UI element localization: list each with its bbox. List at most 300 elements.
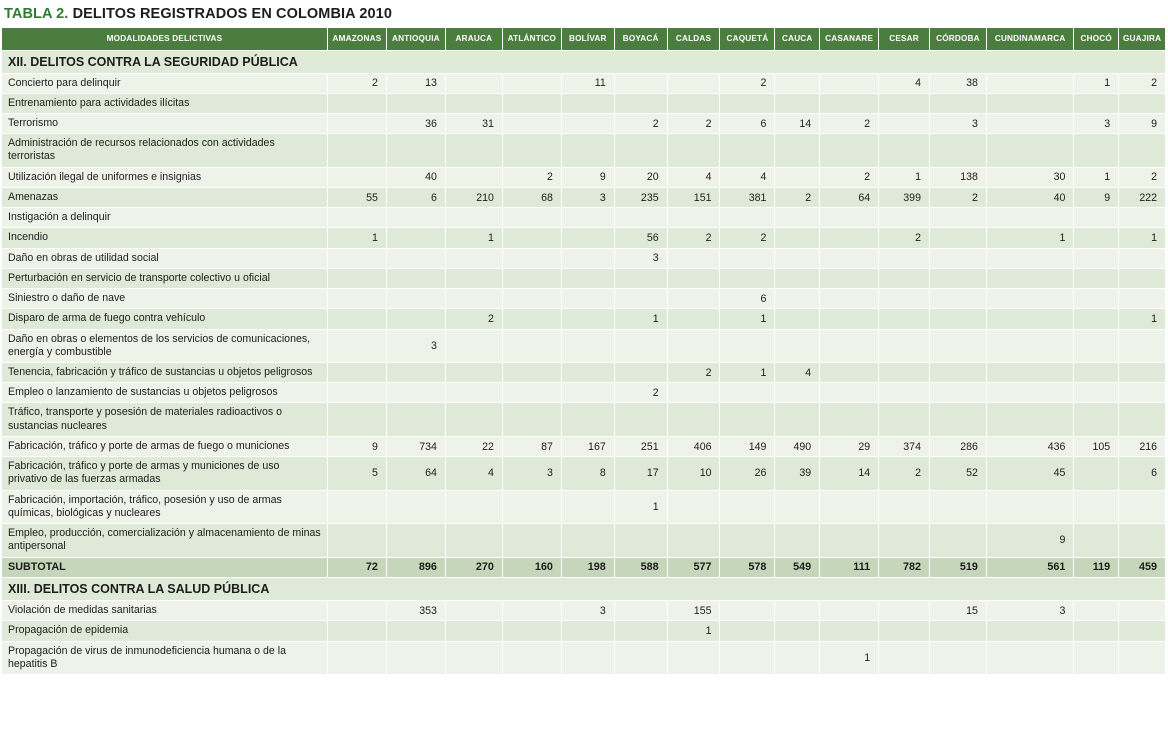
- row-value: 40: [386, 167, 445, 187]
- row-value: [775, 383, 820, 403]
- crime-statistics-table: [2, 28, 1166, 675]
- row-value: [986, 490, 1073, 523]
- row-value: 4: [445, 457, 502, 490]
- row-value: 1: [879, 167, 930, 187]
- row-value: 1: [1074, 73, 1119, 93]
- row-value: [561, 309, 614, 329]
- row-value: [775, 490, 820, 523]
- row-value: [720, 621, 775, 641]
- row-value: [445, 329, 502, 362]
- row-value: [386, 289, 445, 309]
- row-value: [820, 490, 879, 523]
- row-value: [1074, 268, 1119, 288]
- row-label: Daño en obras de utilidad social: [2, 248, 327, 268]
- row-value: 1: [445, 228, 502, 248]
- row-value: 2: [327, 73, 386, 93]
- row-value: [720, 490, 775, 523]
- row-value: [561, 403, 614, 436]
- row-value: 45: [986, 457, 1073, 490]
- row-value: [820, 289, 879, 309]
- row-value: 2: [614, 383, 667, 403]
- row-value: [386, 490, 445, 523]
- row-value: 3: [561, 187, 614, 207]
- row-value: 11: [561, 73, 614, 93]
- row-value: 87: [502, 436, 561, 456]
- row-value: [502, 93, 561, 113]
- row-value: [775, 601, 820, 621]
- row-value: 2: [667, 228, 720, 248]
- row-label: Fabricación, tráfico y porte de armas de fuego o municiones: [2, 436, 327, 456]
- row-value: 210: [445, 187, 502, 207]
- row-value: [445, 490, 502, 523]
- row-value: [1119, 490, 1166, 523]
- row-value: 1: [614, 309, 667, 329]
- row-value: 1: [1074, 167, 1119, 187]
- row-value: [820, 309, 879, 329]
- row-value: [929, 363, 986, 383]
- row-value: [445, 167, 502, 187]
- row-value: [879, 363, 930, 383]
- table-row: [2, 208, 1166, 228]
- row-value: 1: [1119, 228, 1166, 248]
- row-value: [820, 363, 879, 383]
- row-value: 151: [667, 187, 720, 207]
- row-value: [667, 329, 720, 362]
- row-value: [986, 641, 1073, 674]
- row-value: [502, 329, 561, 362]
- row-value: 64: [386, 457, 445, 490]
- row-value: [820, 383, 879, 403]
- row-value: [1074, 134, 1119, 167]
- row-value: [986, 403, 1073, 436]
- row-value: [775, 403, 820, 436]
- column-header-amazonas: AMAZONAS: [327, 28, 386, 50]
- column-header-boyaca: BOYACÁ: [614, 28, 667, 50]
- row-value: [929, 228, 986, 248]
- row-value: 2: [667, 363, 720, 383]
- row-value: [775, 621, 820, 641]
- row-value: 105: [1074, 436, 1119, 456]
- row-value: [614, 134, 667, 167]
- row-value: [820, 73, 879, 93]
- row-value: 55: [327, 187, 386, 207]
- row-value: 14: [775, 113, 820, 133]
- row-value: [929, 403, 986, 436]
- row-value: [445, 73, 502, 93]
- row-value: [614, 621, 667, 641]
- row-value: [327, 289, 386, 309]
- row-label: Fabricación, tráfico y porte de armas y municiones de uso privativo de las fuerzas armadas: [2, 457, 327, 490]
- row-value: 1: [667, 621, 720, 641]
- section-heading-label: XII. DELITOS CONTRA LA SEGURIDAD PÚBLICA: [2, 50, 1166, 73]
- table-row: [2, 73, 1166, 93]
- row-value: 235: [614, 187, 667, 207]
- row-value: 29: [820, 436, 879, 456]
- row-label: Perturbación en servicio de transporte colectivo u oficial: [2, 268, 327, 288]
- row-value: 3: [986, 601, 1073, 621]
- row-value: [879, 113, 930, 133]
- row-value: [986, 621, 1073, 641]
- row-value: 381: [720, 187, 775, 207]
- row-value: [445, 93, 502, 113]
- row-value: [561, 383, 614, 403]
- row-value: [720, 268, 775, 288]
- row-value: 1: [327, 228, 386, 248]
- row-value: [775, 93, 820, 113]
- row-value: 26: [720, 457, 775, 490]
- row-value: 2: [720, 228, 775, 248]
- row-value: 1: [614, 490, 667, 523]
- row-value: [820, 403, 879, 436]
- row-value: [1119, 289, 1166, 309]
- row-value: [1119, 601, 1166, 621]
- row-value: [667, 208, 720, 228]
- row-value: [879, 403, 930, 436]
- row-value: [445, 248, 502, 268]
- row-value: [327, 490, 386, 523]
- row-value: 4: [879, 73, 930, 93]
- row-value: 6: [386, 187, 445, 207]
- row-value: [1119, 524, 1166, 557]
- row-value: 20: [614, 167, 667, 187]
- row-value: [720, 134, 775, 167]
- row-value: [667, 248, 720, 268]
- row-value: [1119, 363, 1166, 383]
- row-label: Disparo de arma de fuego contra vehículo: [2, 309, 327, 329]
- row-value: [561, 134, 614, 167]
- row-value: [561, 208, 614, 228]
- row-value: 40: [986, 187, 1073, 207]
- table-row: [2, 457, 1166, 490]
- row-value: 3: [561, 601, 614, 621]
- row-value: [502, 641, 561, 674]
- row-value: [502, 289, 561, 309]
- row-value: [986, 383, 1073, 403]
- row-value: [614, 73, 667, 93]
- row-value: [1074, 601, 1119, 621]
- row-value: 2: [879, 457, 930, 490]
- row-value: 2: [775, 187, 820, 207]
- row-value: 8: [561, 457, 614, 490]
- row-value: [720, 329, 775, 362]
- row-value: [929, 208, 986, 228]
- row-value: [614, 289, 667, 309]
- row-value: [1074, 248, 1119, 268]
- row-value: [879, 621, 930, 641]
- table-row: [2, 641, 1166, 674]
- row-value: [502, 248, 561, 268]
- column-header-caldas: CALDAS: [667, 28, 720, 50]
- row-value: [614, 93, 667, 113]
- row-value: [667, 73, 720, 93]
- row-value: 9: [986, 524, 1073, 557]
- subtotal-value: 198: [561, 557, 614, 577]
- subtotal-value: 782: [879, 557, 930, 577]
- row-value: [614, 601, 667, 621]
- row-value: 2: [820, 113, 879, 133]
- row-value: [614, 403, 667, 436]
- subtotal-value: 111: [820, 557, 879, 577]
- row-value: [667, 134, 720, 167]
- row-value: 374: [879, 436, 930, 456]
- subtotal-value: 578: [720, 557, 775, 577]
- row-value: 10: [667, 457, 720, 490]
- row-value: [386, 208, 445, 228]
- row-value: 30: [986, 167, 1073, 187]
- row-value: 6: [720, 113, 775, 133]
- row-value: [879, 524, 930, 557]
- row-value: [929, 134, 986, 167]
- row-value: [1074, 309, 1119, 329]
- row-value: 490: [775, 436, 820, 456]
- row-value: [386, 383, 445, 403]
- row-value: 167: [561, 436, 614, 456]
- row-value: 36: [386, 113, 445, 133]
- row-value: [720, 601, 775, 621]
- row-value: [614, 208, 667, 228]
- row-value: [1119, 621, 1166, 641]
- row-value: [929, 641, 986, 674]
- row-value: [1074, 329, 1119, 362]
- row-value: [614, 329, 667, 362]
- row-value: [502, 228, 561, 248]
- row-value: [986, 309, 1073, 329]
- row-value: [820, 329, 879, 362]
- row-value: [775, 167, 820, 187]
- row-value: [502, 134, 561, 167]
- row-value: 222: [1119, 187, 1166, 207]
- row-label: Incendio: [2, 228, 327, 248]
- row-value: 2: [445, 309, 502, 329]
- row-value: [720, 93, 775, 113]
- row-value: 1: [820, 641, 879, 674]
- subtotal-value: 896: [386, 557, 445, 577]
- row-value: [820, 93, 879, 113]
- row-value: 9: [1119, 113, 1166, 133]
- section-heading-row: [2, 578, 1166, 601]
- row-value: [879, 208, 930, 228]
- row-value: [502, 601, 561, 621]
- row-value: [561, 329, 614, 362]
- row-value: 216: [1119, 436, 1166, 456]
- row-value: 4: [667, 167, 720, 187]
- row-value: [561, 228, 614, 248]
- row-value: [502, 73, 561, 93]
- row-value: [775, 289, 820, 309]
- row-value: [502, 363, 561, 383]
- row-value: [720, 383, 775, 403]
- row-value: 1: [720, 309, 775, 329]
- row-value: 2: [820, 167, 879, 187]
- column-header-caqueta: CAQUETÁ: [720, 28, 775, 50]
- table-title-text: DELITOS REGISTRADOS EN COLOMBIA 2010: [72, 6, 393, 22]
- row-value: [820, 248, 879, 268]
- row-value: 2: [667, 113, 720, 133]
- row-value: [775, 641, 820, 674]
- row-value: [386, 248, 445, 268]
- row-value: [445, 208, 502, 228]
- row-value: [986, 93, 1073, 113]
- subtotal-value: 270: [445, 557, 502, 577]
- row-value: [445, 134, 502, 167]
- row-value: [445, 363, 502, 383]
- row-value: [327, 309, 386, 329]
- row-value: [502, 524, 561, 557]
- row-value: 9: [327, 436, 386, 456]
- row-value: [614, 524, 667, 557]
- subtotal-value: 519: [929, 557, 986, 577]
- row-label: Violación de medidas sanitarias: [2, 601, 327, 621]
- row-value: 406: [667, 436, 720, 456]
- row-value: [775, 228, 820, 248]
- row-value: [327, 403, 386, 436]
- row-value: 1: [1119, 309, 1166, 329]
- row-value: [1074, 383, 1119, 403]
- row-value: [720, 641, 775, 674]
- row-value: [775, 309, 820, 329]
- row-label: Terrorismo: [2, 113, 327, 133]
- column-header-arauca: ARAUCA: [445, 28, 502, 50]
- row-value: 13: [386, 73, 445, 93]
- row-value: [986, 363, 1073, 383]
- row-value: [445, 524, 502, 557]
- row-value: [820, 208, 879, 228]
- row-value: 15: [929, 601, 986, 621]
- table-row: [2, 113, 1166, 133]
- row-value: [1074, 289, 1119, 309]
- row-label: Daño en obras o elementos de los servicios de comunicaciones, energía y combustible: [2, 329, 327, 362]
- row-value: [386, 268, 445, 288]
- table-row: [2, 490, 1166, 523]
- table-row: [2, 436, 1166, 456]
- row-value: 17: [614, 457, 667, 490]
- row-value: [327, 383, 386, 403]
- row-value: [445, 383, 502, 403]
- section-heading-label: XIII. DELITOS CONTRA LA SALUD PÚBLICA: [2, 578, 1166, 601]
- table-number-label: TABLA 2.: [4, 6, 69, 22]
- row-value: [1074, 93, 1119, 113]
- row-value: [327, 167, 386, 187]
- row-value: 3: [502, 457, 561, 490]
- row-value: [327, 363, 386, 383]
- row-value: [929, 524, 986, 557]
- row-value: [986, 248, 1073, 268]
- row-value: [1119, 403, 1166, 436]
- row-value: [561, 93, 614, 113]
- table-row: [2, 309, 1166, 329]
- table-header-row: [2, 28, 1166, 50]
- row-value: [445, 601, 502, 621]
- table-row: [2, 363, 1166, 383]
- row-value: [1074, 228, 1119, 248]
- row-value: 2: [1119, 73, 1166, 93]
- row-value: [445, 641, 502, 674]
- row-value: [929, 383, 986, 403]
- row-value: 2: [614, 113, 667, 133]
- row-value: [667, 268, 720, 288]
- row-value: [986, 268, 1073, 288]
- row-value: [1119, 383, 1166, 403]
- row-value: [1074, 457, 1119, 490]
- column-header-cauca: CAUCA: [775, 28, 820, 50]
- row-value: [1119, 93, 1166, 113]
- column-header-bolivar: BOLÍVAR: [561, 28, 614, 50]
- table-row: [2, 248, 1166, 268]
- row-value: [667, 524, 720, 557]
- row-value: [986, 113, 1073, 133]
- row-value: [929, 93, 986, 113]
- row-value: [1119, 641, 1166, 674]
- row-value: 286: [929, 436, 986, 456]
- row-value: [720, 208, 775, 228]
- row-value: 31: [445, 113, 502, 133]
- column-header-choco: CHOCÓ: [1074, 28, 1119, 50]
- table-row: [2, 268, 1166, 288]
- row-value: [1074, 403, 1119, 436]
- row-value: [327, 641, 386, 674]
- table-row: [2, 93, 1166, 113]
- row-value: [614, 268, 667, 288]
- row-value: [929, 621, 986, 641]
- row-label: Administración de recursos relacionados con actividades terroristas: [2, 134, 327, 167]
- row-label: Tráfico, transporte y posesión de materiales radioactivos o sustancias nucleares: [2, 403, 327, 436]
- table-row: [2, 187, 1166, 207]
- row-value: [502, 113, 561, 133]
- row-value: [775, 248, 820, 268]
- row-label: Fabricación, importación, tráfico, posesión y uso de armas químicas, biológicas y nucleares: [2, 490, 327, 523]
- row-value: [561, 113, 614, 133]
- row-value: [1119, 248, 1166, 268]
- subtotal-value: 72: [327, 557, 386, 577]
- row-value: [879, 309, 930, 329]
- table-header: [2, 28, 1166, 50]
- row-value: [667, 309, 720, 329]
- row-value: [561, 363, 614, 383]
- table-row: [2, 228, 1166, 248]
- row-value: [386, 309, 445, 329]
- row-value: [445, 289, 502, 309]
- subtotal-value: 119: [1074, 557, 1119, 577]
- subtotal-value: 459: [1119, 557, 1166, 577]
- row-value: 9: [1074, 187, 1119, 207]
- row-value: [502, 309, 561, 329]
- table-row: [2, 403, 1166, 436]
- subtotal-label: SUBTOTAL: [2, 557, 327, 577]
- row-value: [327, 601, 386, 621]
- row-value: [445, 268, 502, 288]
- row-value: [775, 208, 820, 228]
- row-value: 2: [1119, 167, 1166, 187]
- row-value: 4: [720, 167, 775, 187]
- row-value: 64: [820, 187, 879, 207]
- row-value: [1119, 208, 1166, 228]
- column-header-antioquia: ANTIOQUIA: [386, 28, 445, 50]
- table-row: [2, 621, 1166, 641]
- subtotal-value: 160: [502, 557, 561, 577]
- row-value: 436: [986, 436, 1073, 456]
- section-heading-row: [2, 50, 1166, 73]
- row-label: Concierto para delinquir: [2, 73, 327, 93]
- row-value: 149: [720, 436, 775, 456]
- row-value: 3: [929, 113, 986, 133]
- row-value: [820, 524, 879, 557]
- page-title: [0, 0, 1168, 28]
- table-row: [2, 329, 1166, 362]
- row-value: [1074, 208, 1119, 228]
- row-value: [879, 248, 930, 268]
- row-value: [720, 524, 775, 557]
- row-value: 38: [929, 73, 986, 93]
